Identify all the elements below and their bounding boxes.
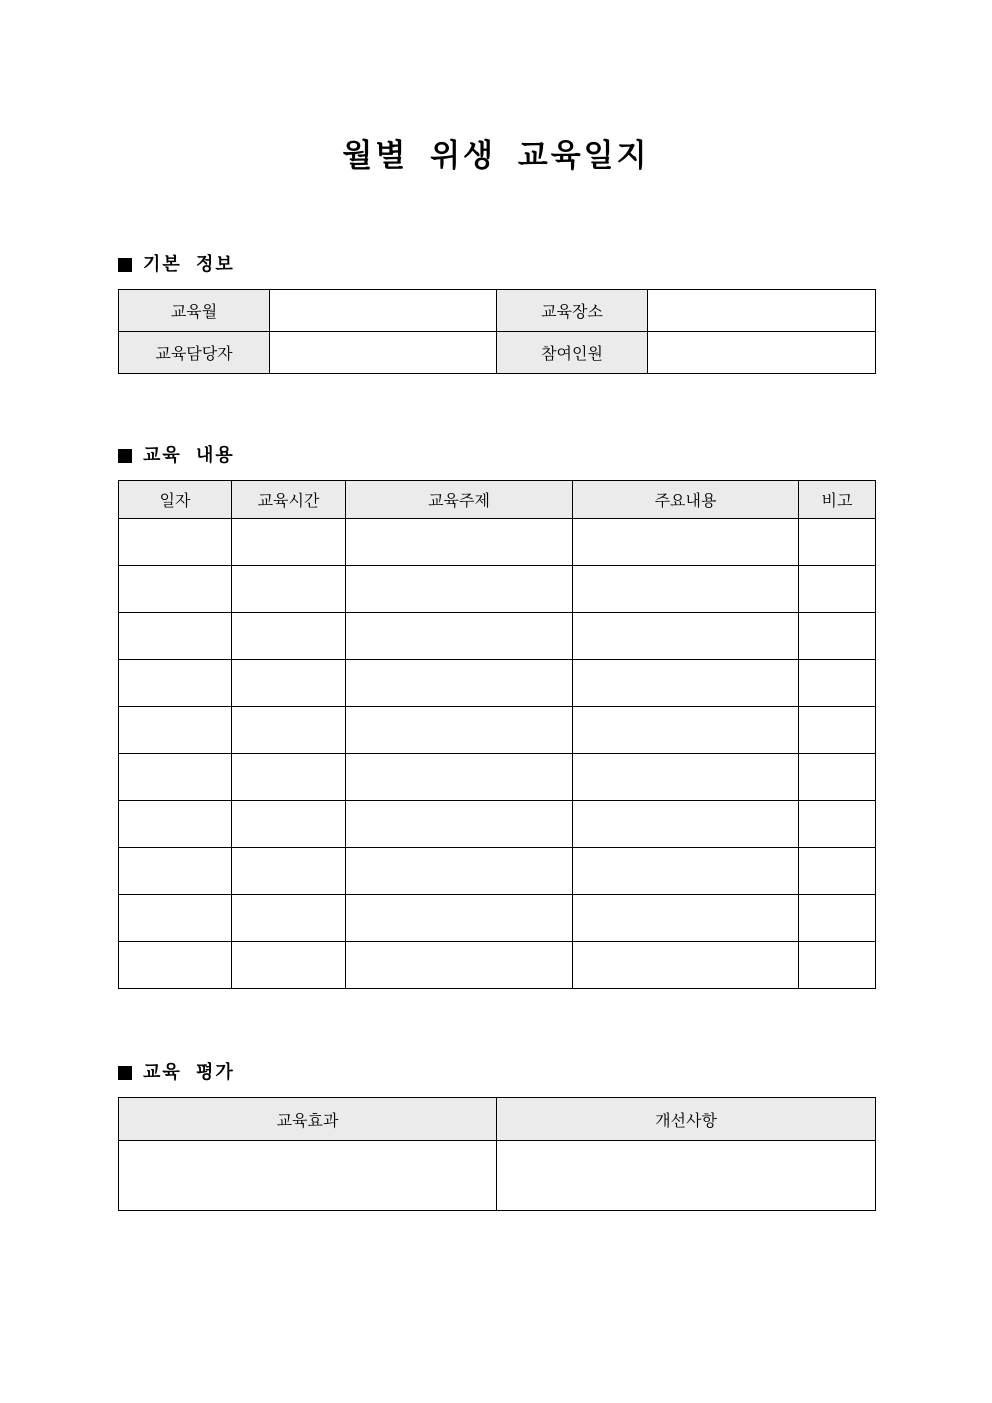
section-heading-label: 교육 내용 — [143, 445, 235, 466]
table-row — [119, 942, 876, 989]
page-title: 월별 위생 교육일지 — [342, 138, 650, 174]
table-row — [119, 613, 876, 660]
cell-remarks[interactable] — [799, 895, 876, 942]
cell-main-content[interactable] — [573, 613, 799, 660]
black-square-icon — [118, 258, 132, 272]
cell-remarks[interactable] — [799, 519, 876, 566]
cell-time[interactable] — [232, 801, 346, 848]
cell-main-content[interactable] — [573, 848, 799, 895]
black-square-icon — [118, 1066, 132, 1080]
field-education-month[interactable] — [270, 290, 497, 332]
evaluation-table — [118, 1097, 876, 1211]
column-header-time: 교육시간 — [232, 481, 346, 519]
table-row — [119, 290, 876, 332]
cell-topic[interactable] — [346, 942, 573, 989]
cell-main-content[interactable] — [573, 519, 799, 566]
cell-topic[interactable] — [346, 848, 573, 895]
column-header-main-content: 주요내용 — [573, 481, 799, 519]
column-header-remarks: 비고 — [799, 481, 876, 519]
field-education-manager[interactable] — [270, 332, 497, 374]
cell-topic[interactable] — [346, 566, 573, 613]
cell-remarks[interactable] — [799, 707, 876, 754]
cell-main-content[interactable] — [573, 942, 799, 989]
cell-topic[interactable] — [346, 613, 573, 660]
section-heading-content — [118, 444, 235, 468]
cell-time[interactable] — [232, 519, 346, 566]
column-header-effect: 교육효과 — [119, 1098, 497, 1141]
cell-main-content[interactable] — [573, 566, 799, 613]
cell-remarks[interactable] — [799, 660, 876, 707]
section-heading-evaluation — [118, 1061, 235, 1085]
cell-main-content[interactable] — [573, 895, 799, 942]
table-row — [119, 754, 876, 801]
cell-topic[interactable] — [346, 660, 573, 707]
content-table — [118, 480, 876, 989]
column-header-date: 일자 — [119, 481, 232, 519]
cell-date[interactable] — [119, 942, 232, 989]
cell-time[interactable] — [232, 848, 346, 895]
black-square-icon — [118, 449, 132, 463]
cell-date[interactable] — [119, 801, 232, 848]
cell-topic[interactable] — [346, 801, 573, 848]
section-heading-basic-info — [118, 253, 235, 277]
cell-remarks[interactable] — [799, 566, 876, 613]
table-row — [119, 848, 876, 895]
section-heading-label: 기본 정보 — [143, 254, 235, 275]
table-row — [119, 332, 876, 374]
cell-date[interactable] — [119, 660, 232, 707]
table-row — [119, 660, 876, 707]
cell-date[interactable] — [119, 519, 232, 566]
cell-date[interactable] — [119, 707, 232, 754]
field-participants[interactable] — [648, 332, 876, 374]
cell-date[interactable] — [119, 566, 232, 613]
cell-time[interactable] — [232, 566, 346, 613]
cell-date[interactable] — [119, 754, 232, 801]
cell-main-content[interactable] — [573, 754, 799, 801]
column-header-topic: 교육주제 — [346, 481, 573, 519]
cell-date[interactable] — [119, 895, 232, 942]
cell-main-content[interactable] — [573, 660, 799, 707]
cell-time[interactable] — [232, 942, 346, 989]
cell-date[interactable] — [119, 848, 232, 895]
column-header-improvements: 개선사항 — [497, 1098, 876, 1141]
cell-time[interactable] — [232, 754, 346, 801]
cell-improvements[interactable] — [497, 1141, 876, 1211]
table-header-row — [119, 481, 876, 519]
cell-remarks[interactable] — [799, 942, 876, 989]
cell-time[interactable] — [232, 613, 346, 660]
table-row — [119, 707, 876, 754]
table-header-row — [119, 1098, 876, 1141]
cell-main-content[interactable] — [573, 801, 799, 848]
cell-topic[interactable] — [346, 754, 573, 801]
table-row — [119, 895, 876, 942]
label-education-manager: 교육담당자 — [119, 332, 270, 374]
cell-remarks[interactable] — [799, 613, 876, 660]
cell-main-content[interactable] — [573, 707, 799, 754]
label-participants: 참여인원 — [497, 332, 648, 374]
cell-effect[interactable] — [119, 1141, 497, 1211]
cell-topic[interactable] — [346, 895, 573, 942]
cell-topic[interactable] — [346, 707, 573, 754]
basic-info-table — [118, 289, 876, 374]
cell-time[interactable] — [232, 660, 346, 707]
table-row — [119, 801, 876, 848]
cell-time[interactable] — [232, 895, 346, 942]
label-education-month: 교육월 — [119, 290, 270, 332]
field-education-place[interactable] — [648, 290, 876, 332]
label-education-place: 교육장소 — [497, 290, 648, 332]
section-heading-label: 교육 평가 — [143, 1062, 235, 1083]
table-row — [119, 519, 876, 566]
table-row — [119, 566, 876, 613]
cell-remarks[interactable] — [799, 848, 876, 895]
table-row — [119, 1141, 876, 1211]
cell-time[interactable] — [232, 707, 346, 754]
cell-date[interactable] — [119, 613, 232, 660]
cell-remarks[interactable] — [799, 801, 876, 848]
cell-remarks[interactable] — [799, 754, 876, 801]
cell-topic[interactable] — [346, 519, 573, 566]
